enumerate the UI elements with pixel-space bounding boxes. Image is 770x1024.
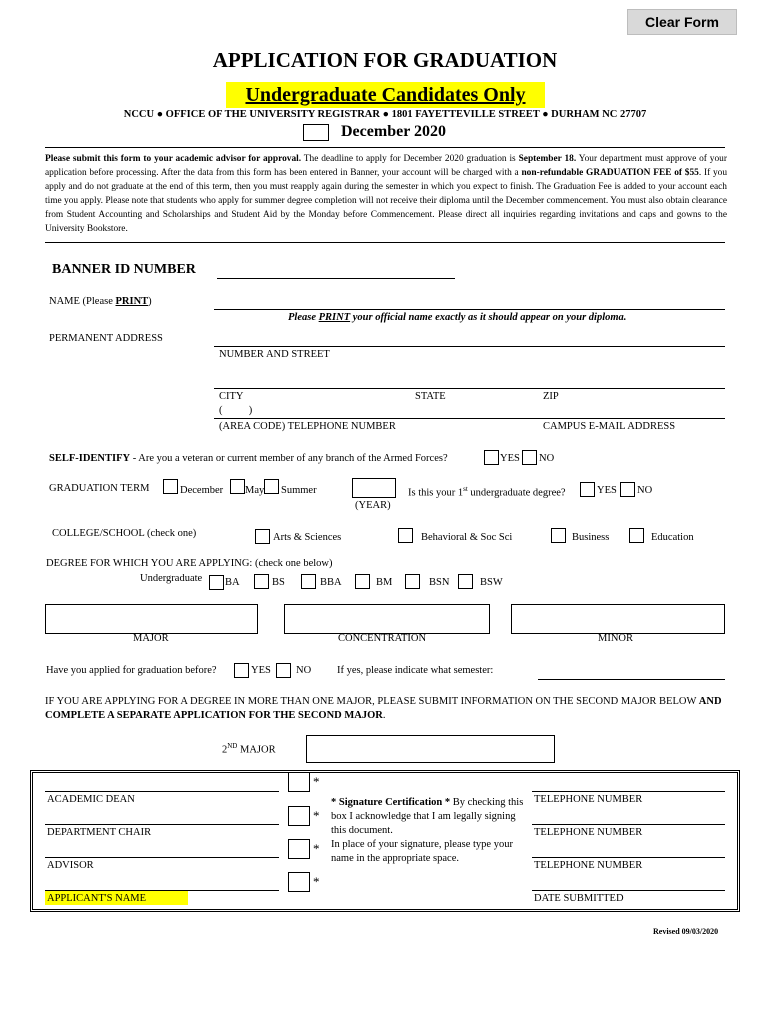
chair-phone-line[interactable] — [532, 824, 725, 825]
advisor-label: ADVISOR — [47, 860, 94, 871]
bm-label: BM — [376, 577, 393, 588]
second-major-note — [45, 695, 730, 723]
applied-before-question: Have you applied for graduation before? — [46, 665, 217, 676]
state-label: STATE — [415, 391, 446, 402]
header-divider — [45, 147, 725, 148]
bsn-label: BSN — [429, 577, 450, 588]
college-label: COLLEGE/SCHOOL (check one) — [52, 528, 197, 539]
veteran-yes-label: YES — [500, 453, 520, 464]
instructions-bold: Please submit this form to your academic advisor for approval. — [45, 154, 302, 164]
name-prefix: NAME (Please — [49, 296, 116, 307]
phone-email-input[interactable] — [214, 418, 725, 419]
first-degree-yes-label: YES — [597, 485, 617, 496]
name-note-a: Please — [288, 312, 319, 323]
bsw-checkbox[interactable] — [458, 574, 473, 589]
advisor-signature-line[interactable] — [45, 857, 279, 858]
semester-input[interactable] — [538, 679, 725, 680]
degree-label: DEGREE FOR WHICH YOU ARE APPLYING: (check one below) — [46, 558, 333, 569]
veteran-no-label: NO — [539, 453, 555, 464]
clear-form-button[interactable]: Clear Form — [627, 9, 737, 35]
name-note-b: your official name exactly as it should appear on your diploma. — [350, 312, 627, 323]
banner-id-label: BANNER ID NUMBER — [52, 262, 196, 277]
self-identify-bold: SELF-IDENTIFY — [49, 453, 131, 464]
applicant-name-label: APPLICANT'S NAME — [45, 891, 188, 905]
instructions-text-c: . If you apply and do not graduate at the end of this term, then you must reapply again during the semester in which you expect to finish. The Graduation Fee is added to your account each time you apply. Please note that students who apply for summer degree completion will not receive their diploma until the December commencement. You must also obtain clearance from Student Accounting and Scholarships and Student Aid by the Monday before Commencement. Please direct all inquiries regarding invitations and caps and gowns to the University Bookstore. — [45, 168, 728, 234]
major-input[interactable] — [45, 604, 258, 634]
veteran-yes-checkbox[interactable] — [484, 450, 499, 465]
graduation-term-label: GRADUATION TERM — [49, 483, 150, 494]
behavioral-label: Behavioral & Soc Sci — [421, 532, 513, 543]
concentration-label: CONCENTRATION — [338, 633, 427, 644]
business-checkbox[interactable] — [551, 528, 566, 543]
second-major-input[interactable] — [306, 735, 555, 763]
second-major-label — [222, 742, 276, 756]
academic-dean-label: ACADEMIC DEAN — [47, 794, 135, 805]
summer-checkbox[interactable] — [264, 479, 279, 494]
date-submitted-label: DATE SUBMITTED — [534, 893, 624, 904]
instructions-paragraph — [45, 152, 727, 236]
deadline-date: September 18. — [518, 154, 577, 164]
name-label — [49, 296, 152, 307]
major-label: MAJOR — [133, 633, 169, 644]
arts-sciences-checkbox[interactable] — [255, 529, 270, 544]
december-label: December — [180, 485, 224, 496]
advisor-certify-checkbox[interactable] — [288, 839, 310, 859]
second-major-post: MAJOR — [237, 744, 276, 756]
undergraduate-label: Undergraduate — [140, 573, 203, 584]
first-degree-yes-checkbox[interactable] — [580, 482, 595, 497]
bs-checkbox[interactable] — [254, 574, 269, 589]
city-state-zip-input[interactable] — [214, 388, 725, 389]
dean-asterisk: * — [313, 774, 320, 789]
permanent-address-label: PERMANENT ADDRESS — [49, 333, 163, 344]
first-degree-no-checkbox[interactable] — [620, 482, 635, 497]
first-degree-a: Is this your 1 — [408, 487, 464, 499]
chair-asterisk: * — [313, 808, 320, 823]
advisor-asterisk: * — [313, 841, 320, 856]
page-title: APPLICATION FOR GRADUATION — [212, 48, 558, 72]
second-major-note-b: AND COMPLETE A SEPARATE APPLICATION FOR THE SECOND MAJOR — [45, 696, 722, 721]
chair-phone-label: TELEPHONE NUMBER — [534, 827, 643, 838]
first-degree-b: undergraduate degree? — [467, 487, 566, 499]
first-degree-sup: st — [463, 485, 468, 493]
self-identify-text: - Are you a veteran or current member of any branch of the Armed Forces? — [130, 453, 448, 464]
bsn-checkbox[interactable] — [405, 574, 420, 589]
ba-label: BA — [225, 577, 240, 588]
applicant-certify-checkbox[interactable] — [288, 872, 310, 892]
applied-no-checkbox[interactable] — [276, 663, 291, 678]
may-checkbox[interactable] — [230, 479, 245, 494]
cert-text: By checking this box I acknowledge that I am legally signing this document. — [331, 797, 524, 836]
date-submitted-line[interactable] — [532, 890, 725, 891]
second-major-pre: 2 — [222, 744, 228, 756]
subtitle: Undergraduate Candidates Only — [226, 82, 545, 108]
year-label: (YEAR) — [355, 500, 391, 511]
signature-certification-text — [331, 796, 526, 866]
bm-checkbox[interactable] — [355, 574, 370, 589]
summer-label: Summer — [281, 485, 317, 496]
banner-id-input[interactable] — [217, 278, 455, 279]
bba-checkbox[interactable] — [301, 574, 316, 589]
second-major-sup: ND — [227, 742, 238, 750]
bs-label: BS — [272, 577, 285, 588]
zip-label: ZIP — [543, 391, 559, 402]
term-checkbox[interactable] — [303, 124, 329, 141]
minor-label: MINOR — [598, 633, 634, 644]
applied-yes-label: YES — [251, 665, 271, 676]
veteran-no-checkbox[interactable] — [522, 450, 537, 465]
dean-phone-label: TELEPHONE NUMBER — [534, 794, 643, 805]
advisor-phone-label: TELEPHONE NUMBER — [534, 860, 643, 871]
office-line: NCCU ● OFFICE OF THE UNIVERSITY REGISTRAR ● 1801 FAYETTEVILLE STREET ● DURHAM NC 27707 — [123, 109, 647, 120]
advisor-phone-line[interactable] — [532, 857, 725, 858]
cert-text2: In place of your signature, please type your name in the appropriate space. — [331, 839, 513, 864]
semester-question: If yes, please indicate what semester: — [337, 665, 494, 676]
applied-no-label: NO — [296, 665, 312, 676]
first-degree-question — [408, 485, 566, 499]
graduation-fee: non-refundable GRADUATION FEE of $55 — [521, 168, 699, 178]
revised-date: Revised 09/03/2020 — [653, 927, 719, 936]
bba-label: BBA — [320, 577, 342, 588]
phone-parens[interactable]: ( ) — [219, 405, 253, 416]
second-major-note-a: IF YOU ARE APPLYING FOR A DEGREE IN MORE THAN ONE MAJOR, PLEASE SUBMIT INFORMATION ON THE SECOND MAJOR BELOW — [45, 696, 699, 707]
chair-signature-line[interactable] — [45, 824, 279, 825]
december-checkbox[interactable] — [163, 479, 178, 494]
number-street-label: NUMBER AND STREET — [219, 349, 330, 360]
instructions-text-a: The deadline to apply for December 2020 graduation is — [301, 154, 519, 164]
name-print: PRINT — [115, 296, 149, 307]
concentration-input[interactable] — [284, 604, 490, 634]
instructions-text-b: Your department must approve of your application before processing. After the data from this form has been entered in Banner, your account will be charged with a — [45, 154, 727, 178]
education-label: Education — [651, 532, 694, 543]
dean-phone-line[interactable] — [532, 791, 725, 792]
self-identify-question — [49, 453, 448, 464]
year-input[interactable] — [352, 478, 396, 498]
dean-signature-line[interactable] — [45, 791, 279, 792]
name-note — [288, 312, 626, 323]
city-label: CITY — [219, 391, 244, 402]
ba-checkbox[interactable] — [209, 575, 224, 590]
term-label: December 2020 — [341, 123, 446, 140]
cert-bold: * Signature Certification * — [331, 797, 451, 808]
street-input[interactable] — [214, 346, 725, 347]
department-chair-label: DEPARTMENT CHAIR — [47, 827, 152, 838]
applied-yes-checkbox[interactable] — [234, 663, 249, 678]
education-checkbox[interactable] — [629, 528, 644, 543]
behavioral-checkbox[interactable] — [398, 528, 413, 543]
business-label: Business — [572, 532, 610, 543]
second-major-note-c: . — [382, 710, 386, 721]
area-code-label: (AREA CODE) TELEPHONE NUMBER — [219, 421, 396, 432]
intro-divider — [45, 242, 725, 243]
chair-certify-checkbox[interactable] — [288, 806, 310, 826]
campus-email-label: CAMPUS E-MAIL ADDRESS — [543, 421, 676, 432]
arts-sciences-label: Arts & Sciences — [273, 532, 342, 543]
may-label: May — [245, 485, 265, 496]
name-note-print: PRINT — [318, 312, 351, 323]
first-degree-no-label: NO — [637, 485, 653, 496]
dean-certify-checkbox[interactable] — [288, 772, 310, 792]
name-input[interactable] — [214, 309, 725, 310]
minor-input[interactable] — [511, 604, 725, 634]
bsw-label: BSW — [480, 577, 503, 588]
applicant-asterisk: * — [313, 874, 320, 889]
name-suffix: ) — [148, 296, 152, 307]
